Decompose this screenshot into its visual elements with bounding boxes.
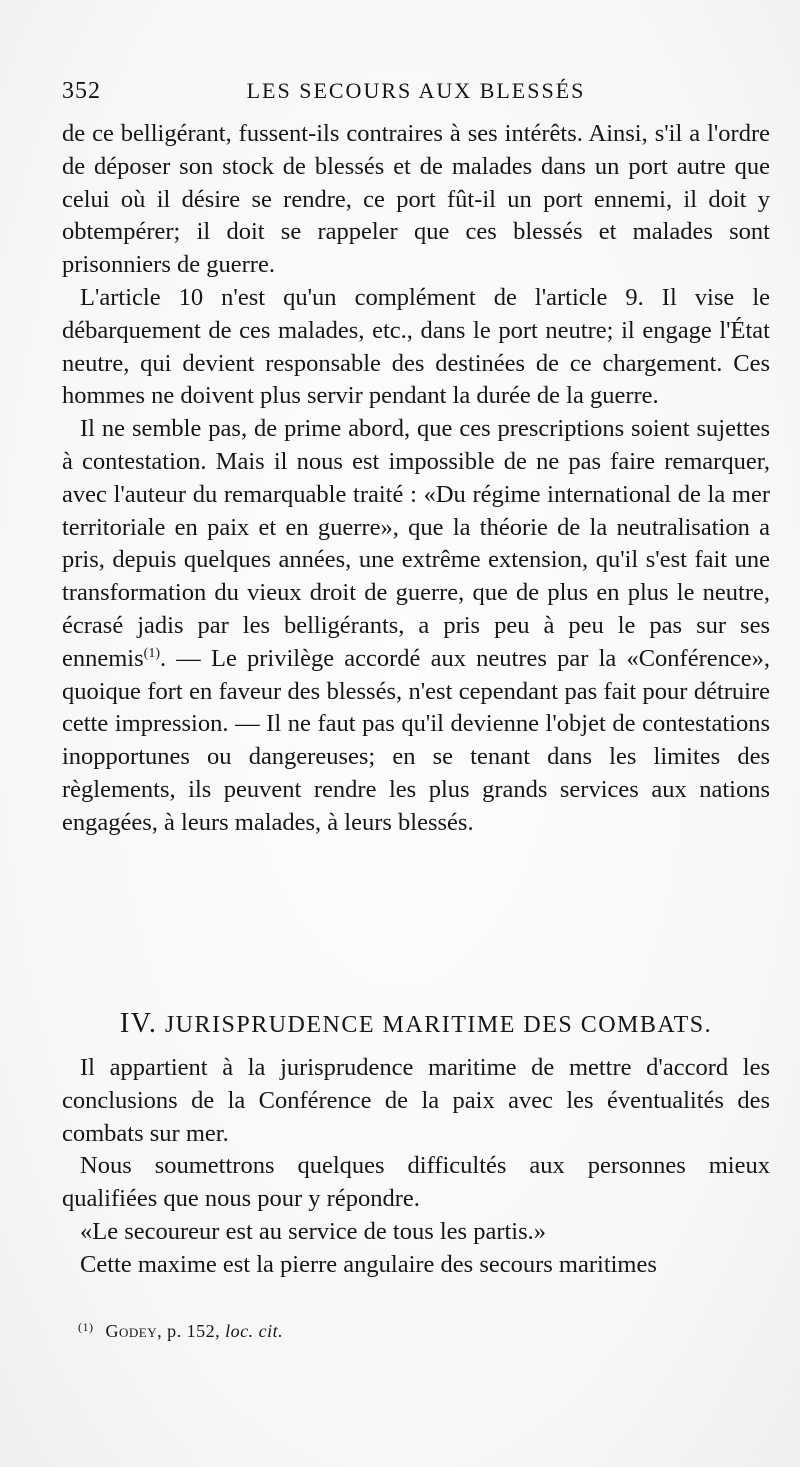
paragraph-3 <box>62 413 770 839</box>
section-title: JURISPRUDENCE MARITIME DES COMBATS. <box>164 1012 713 1038</box>
paragraph-3-text-a: Il ne semble pas, de prime abord, que ces prescriptions soient sujettes à contestation. Mais il nous est impossible de ne pas faire remarquer, avec l'auteur du remarquable traité : «Du régime international de la mer territoriale en paix et en guerre», que la théorie de la neutralisation a pris, depuis quelques années, une extrême extension, qu'il s'est fait une transformation du vieux droit de guerre, que de plus en plus le neutre, écrasé jadis par les belligérants, a pris peu à peu le pas sur ses ennemis <box>62 415 770 672</box>
section-numeral: IV. <box>119 1008 158 1039</box>
page-number: 352 <box>62 78 101 104</box>
footnote-reference[interactable]: (1) <box>143 645 160 661</box>
paragraph-3-text-b: . — Le privilège accordé aux neutres par la «Conférence», quoique fort en faveur des blessés, n'est cependant pas fait pour détruire cette impression. — Il ne faut pas qu'il devienne l'objet de contestations inopportunes ou dangereuses; en se tenant dans les limites des règlements, ils peuvent rendre les plus grands services aux nations engagées, à leurs malades, à leurs blessés. <box>62 644 770 836</box>
section-heading <box>62 1008 770 1040</box>
section-paragraph-1: Il appartient à la jurisprudence maritime de mettre d'accord les conclusions de la Conférence de la paix avec les éventualités des combats sur mer. <box>62 1054 770 1147</box>
body-text <box>62 118 770 840</box>
footnote-page: , p. 152, <box>157 1321 226 1341</box>
section-paragraph-2: Nous soumettrons quelques difficultés aux personnes mieux qualifiées que nous pour y répondre. <box>62 1152 770 1213</box>
paragraph-1: de ce belligérant, fussent-ils contraires à ses intérêts. Ainsi, s'il a l'ordre de déposer son stock de blessés et de malades dans un port autre que celui où il désire se rendre, ce port fût-il un port ennemi, il doit y obtempérer; il doit se rappeler que ces blessés et malades sont prisonniers de guerre. <box>62 120 770 279</box>
page-header <box>62 78 770 118</box>
footnote-author: Godey <box>105 1321 158 1341</box>
footnote-loc-cit: loc. cit. <box>225 1321 284 1341</box>
section-body <box>62 1052 770 1282</box>
footnote <box>78 1320 768 1342</box>
running-head: LES SECOURS AUX BLESSÉS <box>246 78 586 103</box>
paragraph-2: L'article 10 n'est qu'un complément de l'article 9. Il vise le débarquement de ces malades, etc., dans le port neutre; il engage l'État neutre, qui devient responsable des destinées de ce chargement. Ces hommes ne doivent plus servir pendant la durée de la guerre. <box>62 283 770 410</box>
footnote-mark: (1) <box>78 1320 94 1334</box>
section-paragraph-3: «Le secoureur est au service de tous les partis.» <box>80 1217 547 1245</box>
section-paragraph-4: Cette maxime est la pierre angulaire des secours maritimes <box>80 1250 657 1278</box>
